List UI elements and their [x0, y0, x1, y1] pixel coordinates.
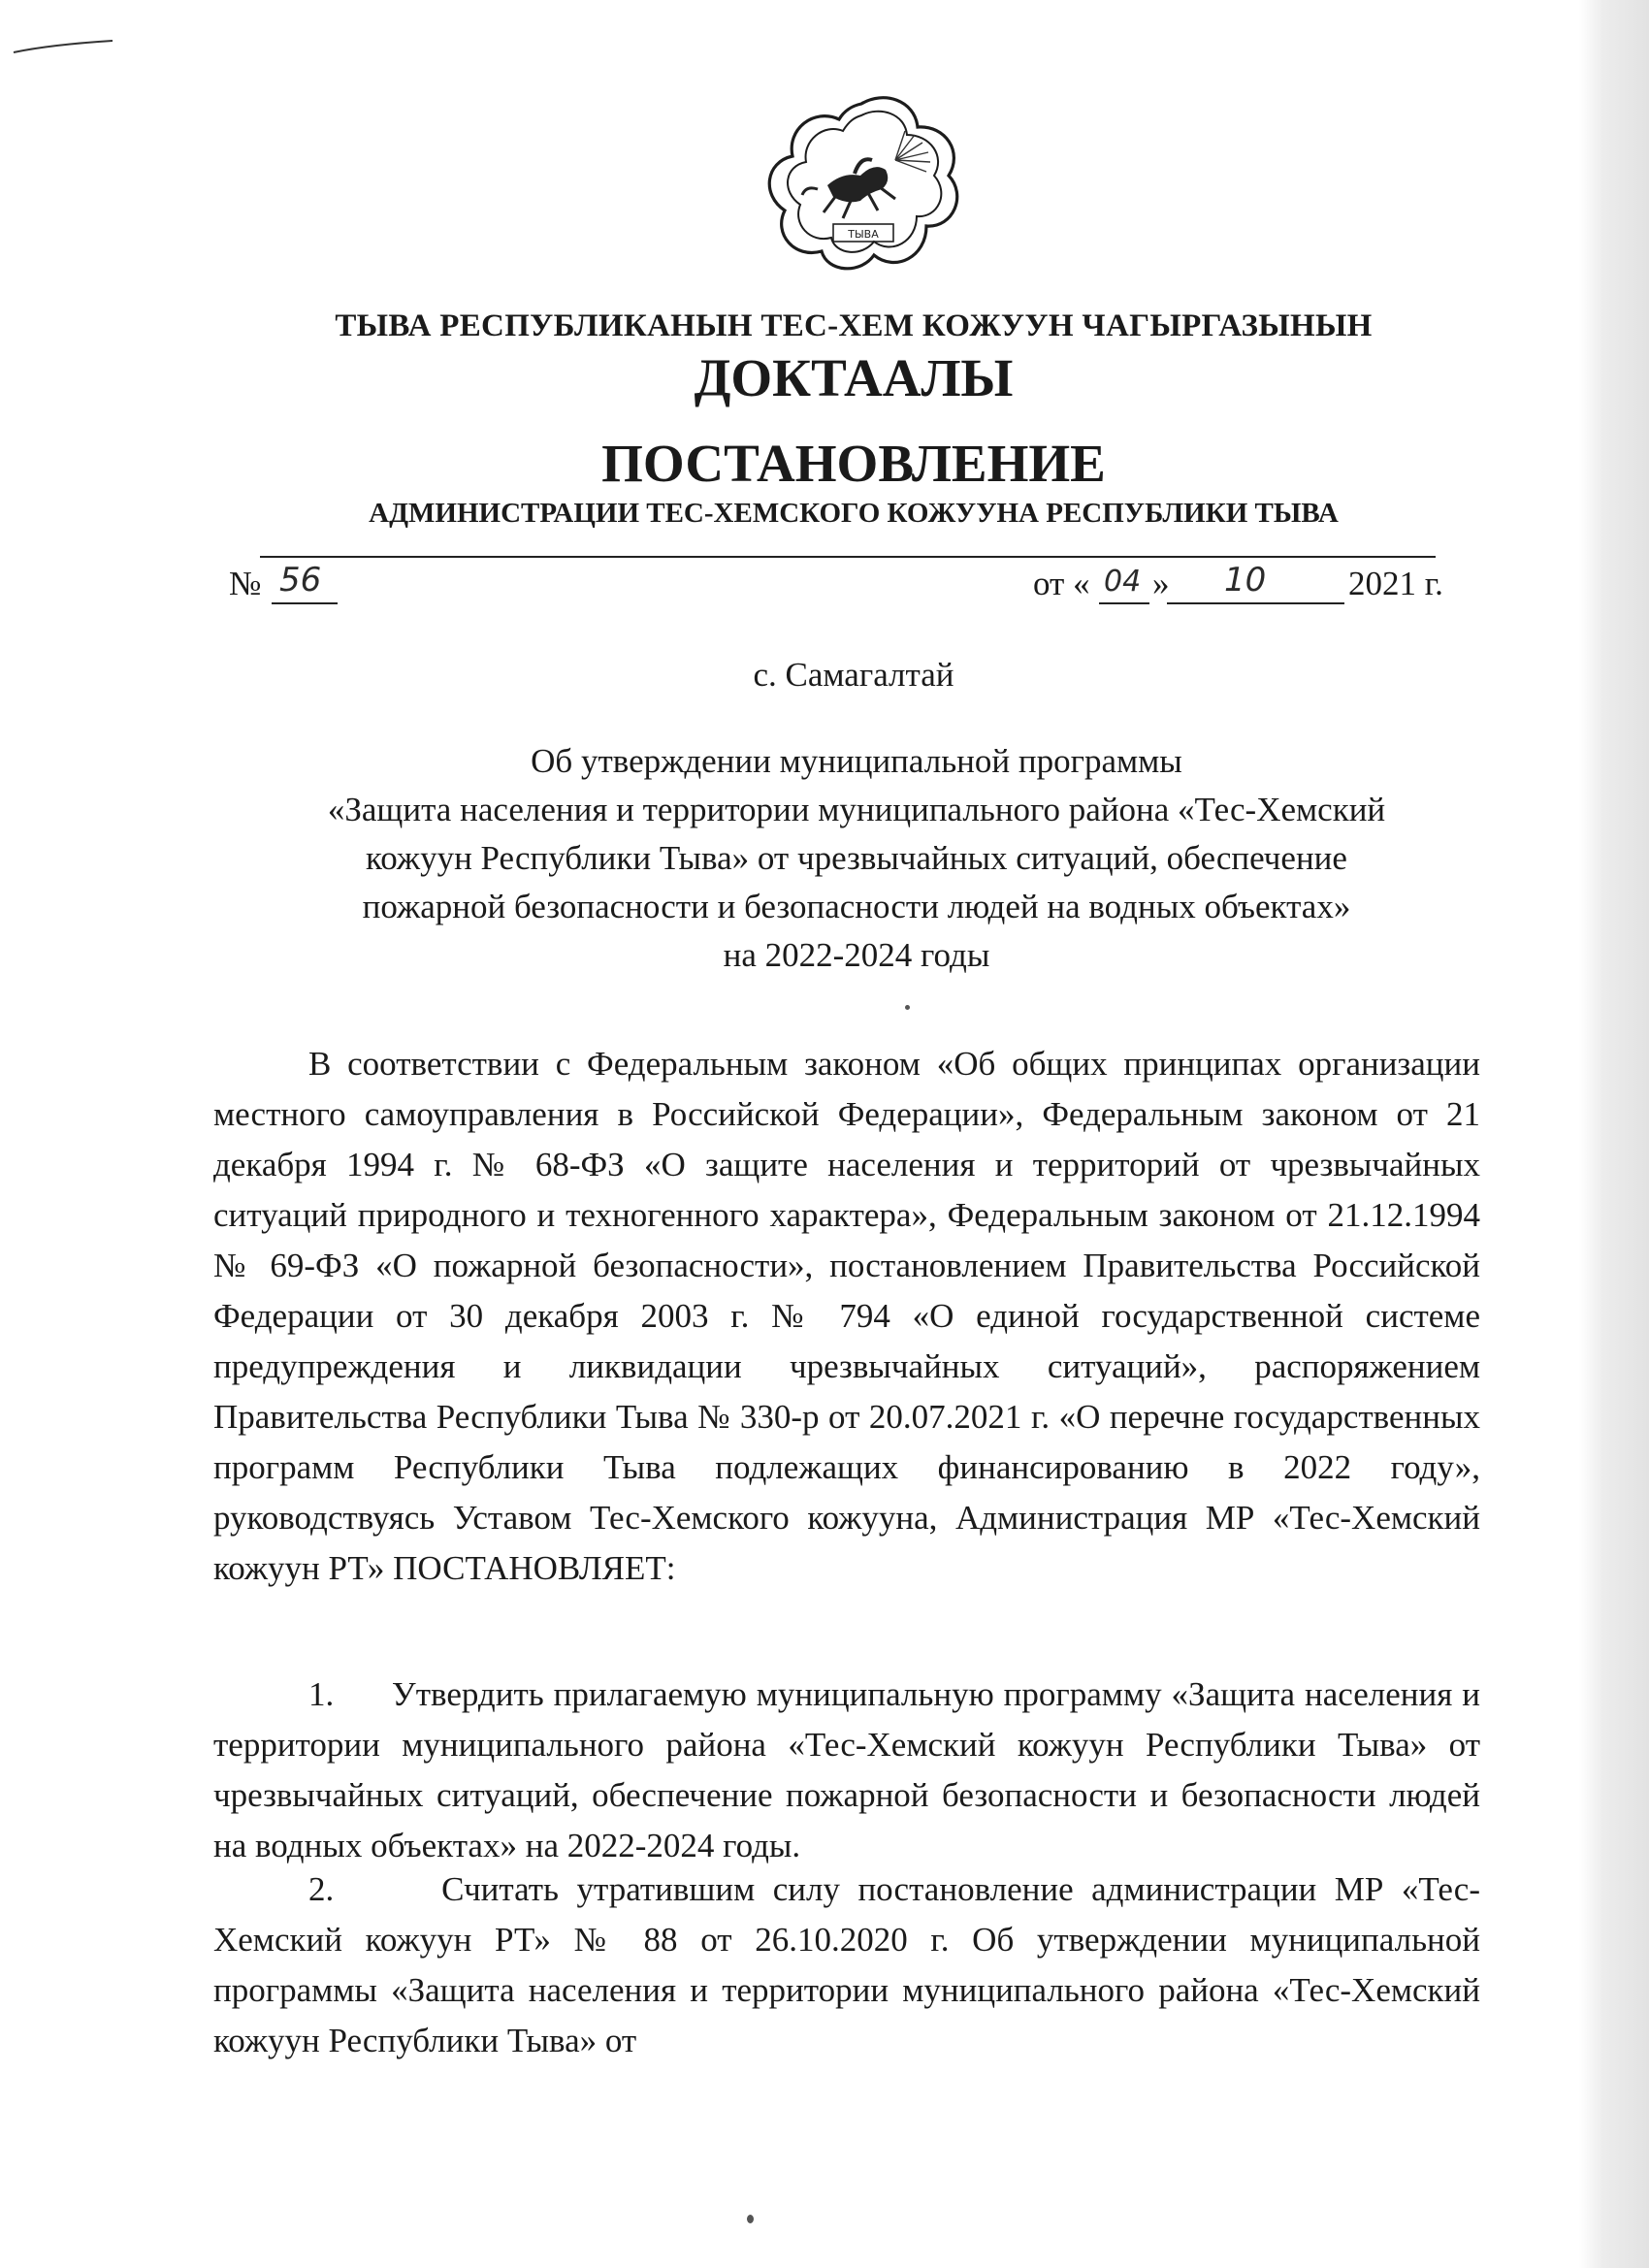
document-number: 56 [279, 561, 322, 599]
place-of-issue: с. Самагалтай [753, 656, 954, 694]
date-year: 2021 г. [1348, 565, 1443, 602]
title-line: на 2022-2024 годы [723, 936, 990, 974]
clause-1-paragraph: 1. Утвердить прилагаемую муниципальную программу «Защита населения и территории муниципального района «Тес-Хемский кожуун Республики Тыва» от чрезвычайных ситуаций, обеспечение пожарной безопасности и безопасности людей на водных объектах» на 2022-2024 годы. [213, 1675, 1480, 1864]
number-label: № [229, 565, 262, 602]
emblem-text: ТЫВА [848, 228, 879, 241]
date-month: 10 [1224, 561, 1267, 599]
preamble-paragraph: В соответствии с Федеральным законом «Об общих принципах организации местного самоуправления в Российской Федерации», Федеральным законом от 21 декабря 1994 г. № 68-ФЗ «О защите населения и территорий от чрезвычайных ситуаций природного и техногенного характера», Федеральным законом от 21.12.1994 № 69-ФЗ «О пожарной безопасности», постановлением Правительства Российской Федерации от 30 декабря 2003 г. № 794 «О единой государственной системе предупреждения и ликвидации чрезвычайных ситуаций», распоряжением Правительства Республики Тыва № 330-р от 20.07.2021 г. «О перечне государственных программ Республики Тыва подлежащих финансированию в 2022 году», руководствуясь Уставом Тес-Хемского кожууна, Администрация МР «Тес-Хемский кожуун РТ» ПОСТАНОВЛЯЕТ: [213, 1045, 1480, 1587]
header-divider [260, 556, 1436, 558]
title-line: «Защита населения и территории муниципального района «Тес-Хемский [327, 791, 1386, 828]
date-mid: » [1152, 565, 1170, 602]
header-administration: АДМИНИСТРАЦИИ ТЕС-ХЕМСКОГО КОЖУУНА РЕСПУБЛИКИ ТЫВА [369, 498, 1339, 529]
tuva-emblem-icon [760, 92, 963, 276]
header-doktaaly: ДОКТААЛЫ [694, 348, 1014, 407]
date-day: 04 [1104, 565, 1142, 599]
day-underline [1099, 602, 1149, 604]
scan-speck [905, 1005, 910, 1010]
pen-mark [12, 27, 118, 66]
title-line: Об утверждении муниципальной программы [531, 742, 1182, 780]
clause-2-paragraph: 2. Считать утратившим силу постановление администрации МР «Тес-Хемский кожуун РТ» № 88 от 26.10.2020 г. Об утверждении муниципальной программы «Защита населения и территории муниципального района «Тес-Хемский кожуун Республики Тыва» от [213, 1870, 1480, 2059]
title-line: пожарной безопасности и безопасности людей на водных объектах» [362, 888, 1351, 925]
header-tuvan-line: ТЫВА РЕСПУБЛИКАНЫН ТЕС-ХЕМ КОЖУУН ЧАГЫРГАЗЫНЫН [335, 308, 1373, 343]
title-line: кожуун Республики Тыва» от чрезвычайных ситуаций, обеспечение [366, 839, 1347, 877]
scan-speck [747, 2215, 754, 2223]
month-underline [1167, 602, 1344, 604]
document-title [233, 737, 1480, 980]
number-underline [272, 602, 338, 604]
date-prefix: от « [1033, 565, 1090, 602]
page-title: ПОСТАНОВЛЕНИЕ [601, 434, 1106, 493]
